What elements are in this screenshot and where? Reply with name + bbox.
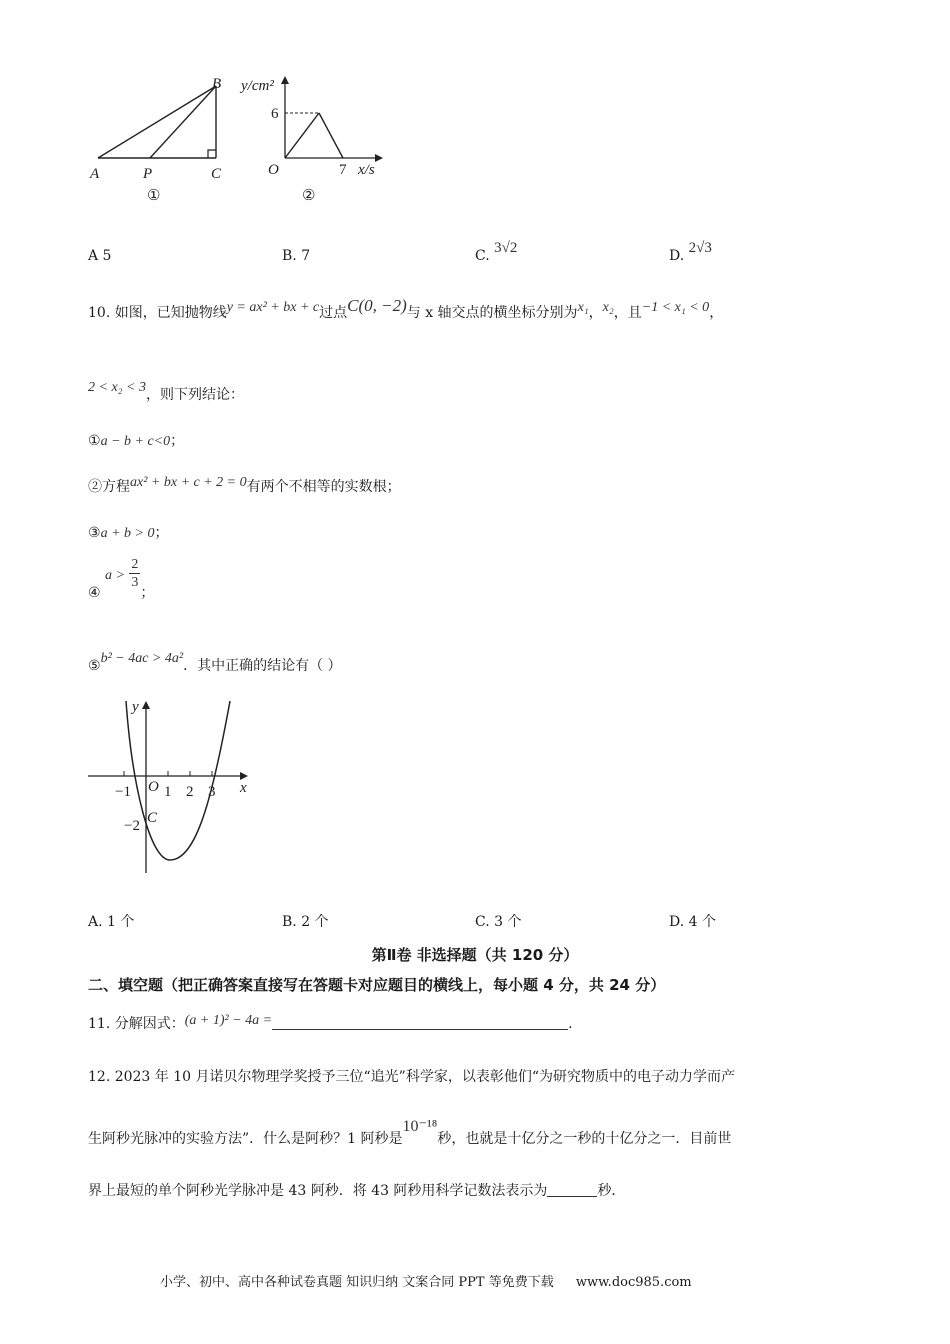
q10-item4-marker: ④ [88, 585, 101, 601]
q12-line1: 12. 2023 年 10 月诺贝尔物理学奖授予三位“追光”科学家，以表彰他们“为研究物质中的电子动力学而产 [88, 1069, 735, 1085]
q10-item5-marker: ⑤ [88, 658, 101, 674]
q9-option-b: B. 7 [282, 248, 311, 264]
q10-x1: x₁ [577, 300, 589, 315]
q10-item5-text: ．其中正确的结论有（ ） [183, 658, 342, 674]
q10-sep: ， [588, 305, 603, 321]
graph-tick-neg2: −2 [124, 818, 140, 834]
parabola-graph [80, 695, 270, 880]
origin-label: O [268, 162, 279, 178]
q10-statement-4 [88, 556, 155, 601]
q10-intro-1: 10. 如图，已知抛物线 [88, 305, 227, 321]
q10-condition-1: −1 < x₁ < 0 [641, 300, 710, 315]
q10-x2: x₂ [602, 300, 614, 315]
footer-url[interactable]: www.doc985.com [575, 1275, 692, 1290]
q10-stem-line2 [88, 380, 244, 404]
q9-option-d [669, 240, 712, 265]
area-time-graph [235, 68, 395, 212]
figure-caption-1: ① [147, 188, 161, 204]
q10-condition-2: 2 < x₂ < 3 [88, 380, 146, 395]
q10-point-c: C(0, −2) [347, 296, 407, 315]
footer-text: 小学、初中、高中各种试卷真题 知识归纳 文案合同 PPT 等免费下载 [160, 1275, 554, 1290]
graph-y-label: y [132, 699, 139, 715]
section-2-title: 第Ⅱ卷 非选择题（共 120 分） [371, 946, 579, 964]
q11-expr: (a + 1)² − 4a = [184, 1013, 273, 1028]
q10-option-b: B. 2 个 [282, 914, 329, 930]
graph-origin: O [148, 779, 159, 795]
footer [160, 1271, 692, 1290]
q10-intro-4: ，且 [613, 305, 642, 321]
q10-item1-end: ； [170, 433, 185, 449]
q12-line3 [88, 1180, 625, 1200]
q9-option-c-label: C. [475, 248, 490, 264]
label-c: C [211, 166, 222, 182]
q9-option-d-value: 2√3 [688, 240, 712, 256]
q12-power: 10⁻¹⁸ [402, 1118, 438, 1135]
q10-item2-text: 有两个不相等的实数根； [246, 479, 401, 495]
x-axis-label: x/s [358, 162, 375, 178]
q11 [88, 1013, 573, 1033]
q9-option-a: A 5 [88, 248, 112, 264]
q10-intro-5: ，则下列结论： [145, 387, 244, 403]
triangle-figure [80, 70, 250, 210]
q10-item4-end: ； [140, 585, 155, 601]
q10-item2-expr: ax² + bx + c + 2 = 0 [130, 475, 247, 490]
q10-option-c: C. 3 个 [475, 914, 522, 930]
q10-statement-3 [88, 522, 168, 542]
q10-parabola-eq: y = ax² + bx + c [226, 300, 320, 315]
q10-statement-1 [88, 430, 184, 450]
q10-item3-expr: a + b > 0 [100, 526, 155, 541]
q10-comma: ， [709, 305, 724, 321]
q10-intro-3: 与 x 轴交点的横坐标分别为 [406, 305, 578, 321]
q10-statement-2 [88, 476, 401, 496]
q10-item4-denominator: 3 [131, 575, 139, 590]
figure-caption-2: ② [302, 188, 316, 204]
y-axis-label: y/cm² [241, 78, 274, 94]
q12-line3-a: 界上最短的单个阿秒光学脉冲是 43 阿秒．将 43 阿秒用科学记数法表示为 [88, 1183, 548, 1199]
q10-item4-numerator: 2 [131, 557, 139, 572]
q10-item3-end: ； [154, 525, 169, 541]
x-tick-7: 7 [339, 162, 347, 178]
graph-point-c: C [147, 810, 158, 826]
q9-option-d-label: D. [669, 248, 685, 264]
q11-answer-blank[interactable] [272, 1029, 568, 1030]
q10-item3-marker: ③ [88, 525, 101, 541]
graph-x-label: x [240, 780, 247, 796]
q12-line3-b: 秒． [597, 1183, 626, 1199]
q12-answer-blank[interactable] [547, 1196, 597, 1197]
label-a: A [90, 166, 100, 182]
y-tick-6: 6 [271, 106, 279, 122]
q10-option-a: A. 1 个 [88, 914, 135, 930]
q10-item2-marker: ②方程 [88, 479, 130, 495]
q12-line2 [88, 1118, 732, 1148]
q11-end: . [568, 1016, 573, 1032]
q10-item4-fraction [129, 556, 140, 591]
graph-tick-neg1: −1 [115, 784, 131, 800]
q12-line2-b: 秒，也就是十亿分之一秒的十亿分之一．目前世 [437, 1131, 732, 1147]
graph-tick-3: 3 [208, 784, 216, 800]
fill-in-heading: 二、填空题（把正确答案直接写在答题卡对应题目的横线上，每小题 4 分，共 24 分） [88, 976, 666, 994]
q10-item1-expr: a − b + c<0 [100, 434, 171, 449]
label-p: P [143, 166, 153, 182]
q10-item1-marker: ① [88, 433, 101, 449]
graph-tick-2: 2 [186, 784, 194, 800]
q10-item5-expr: b² − 4ac > 4a² [100, 651, 184, 666]
graph-tick-1: 1 [164, 784, 172, 800]
q11-prefix: 11. 分解因式： [88, 1016, 185, 1032]
q9-option-c [475, 240, 518, 265]
q10-statement-5 [88, 651, 342, 675]
q10-item4-lhs: a > [105, 568, 125, 583]
q12-line2-a: 生阿秒光脉冲的实验方法”．什么是阿秒？1 阿秒是 [88, 1131, 403, 1147]
label-b: B [212, 76, 222, 92]
q9-option-c-value: 3√2 [494, 240, 518, 256]
q10-stem-line1 [88, 296, 724, 322]
q10-intro-2: 过点 [319, 305, 348, 321]
q10-option-d: D. 4 个 [669, 914, 716, 930]
